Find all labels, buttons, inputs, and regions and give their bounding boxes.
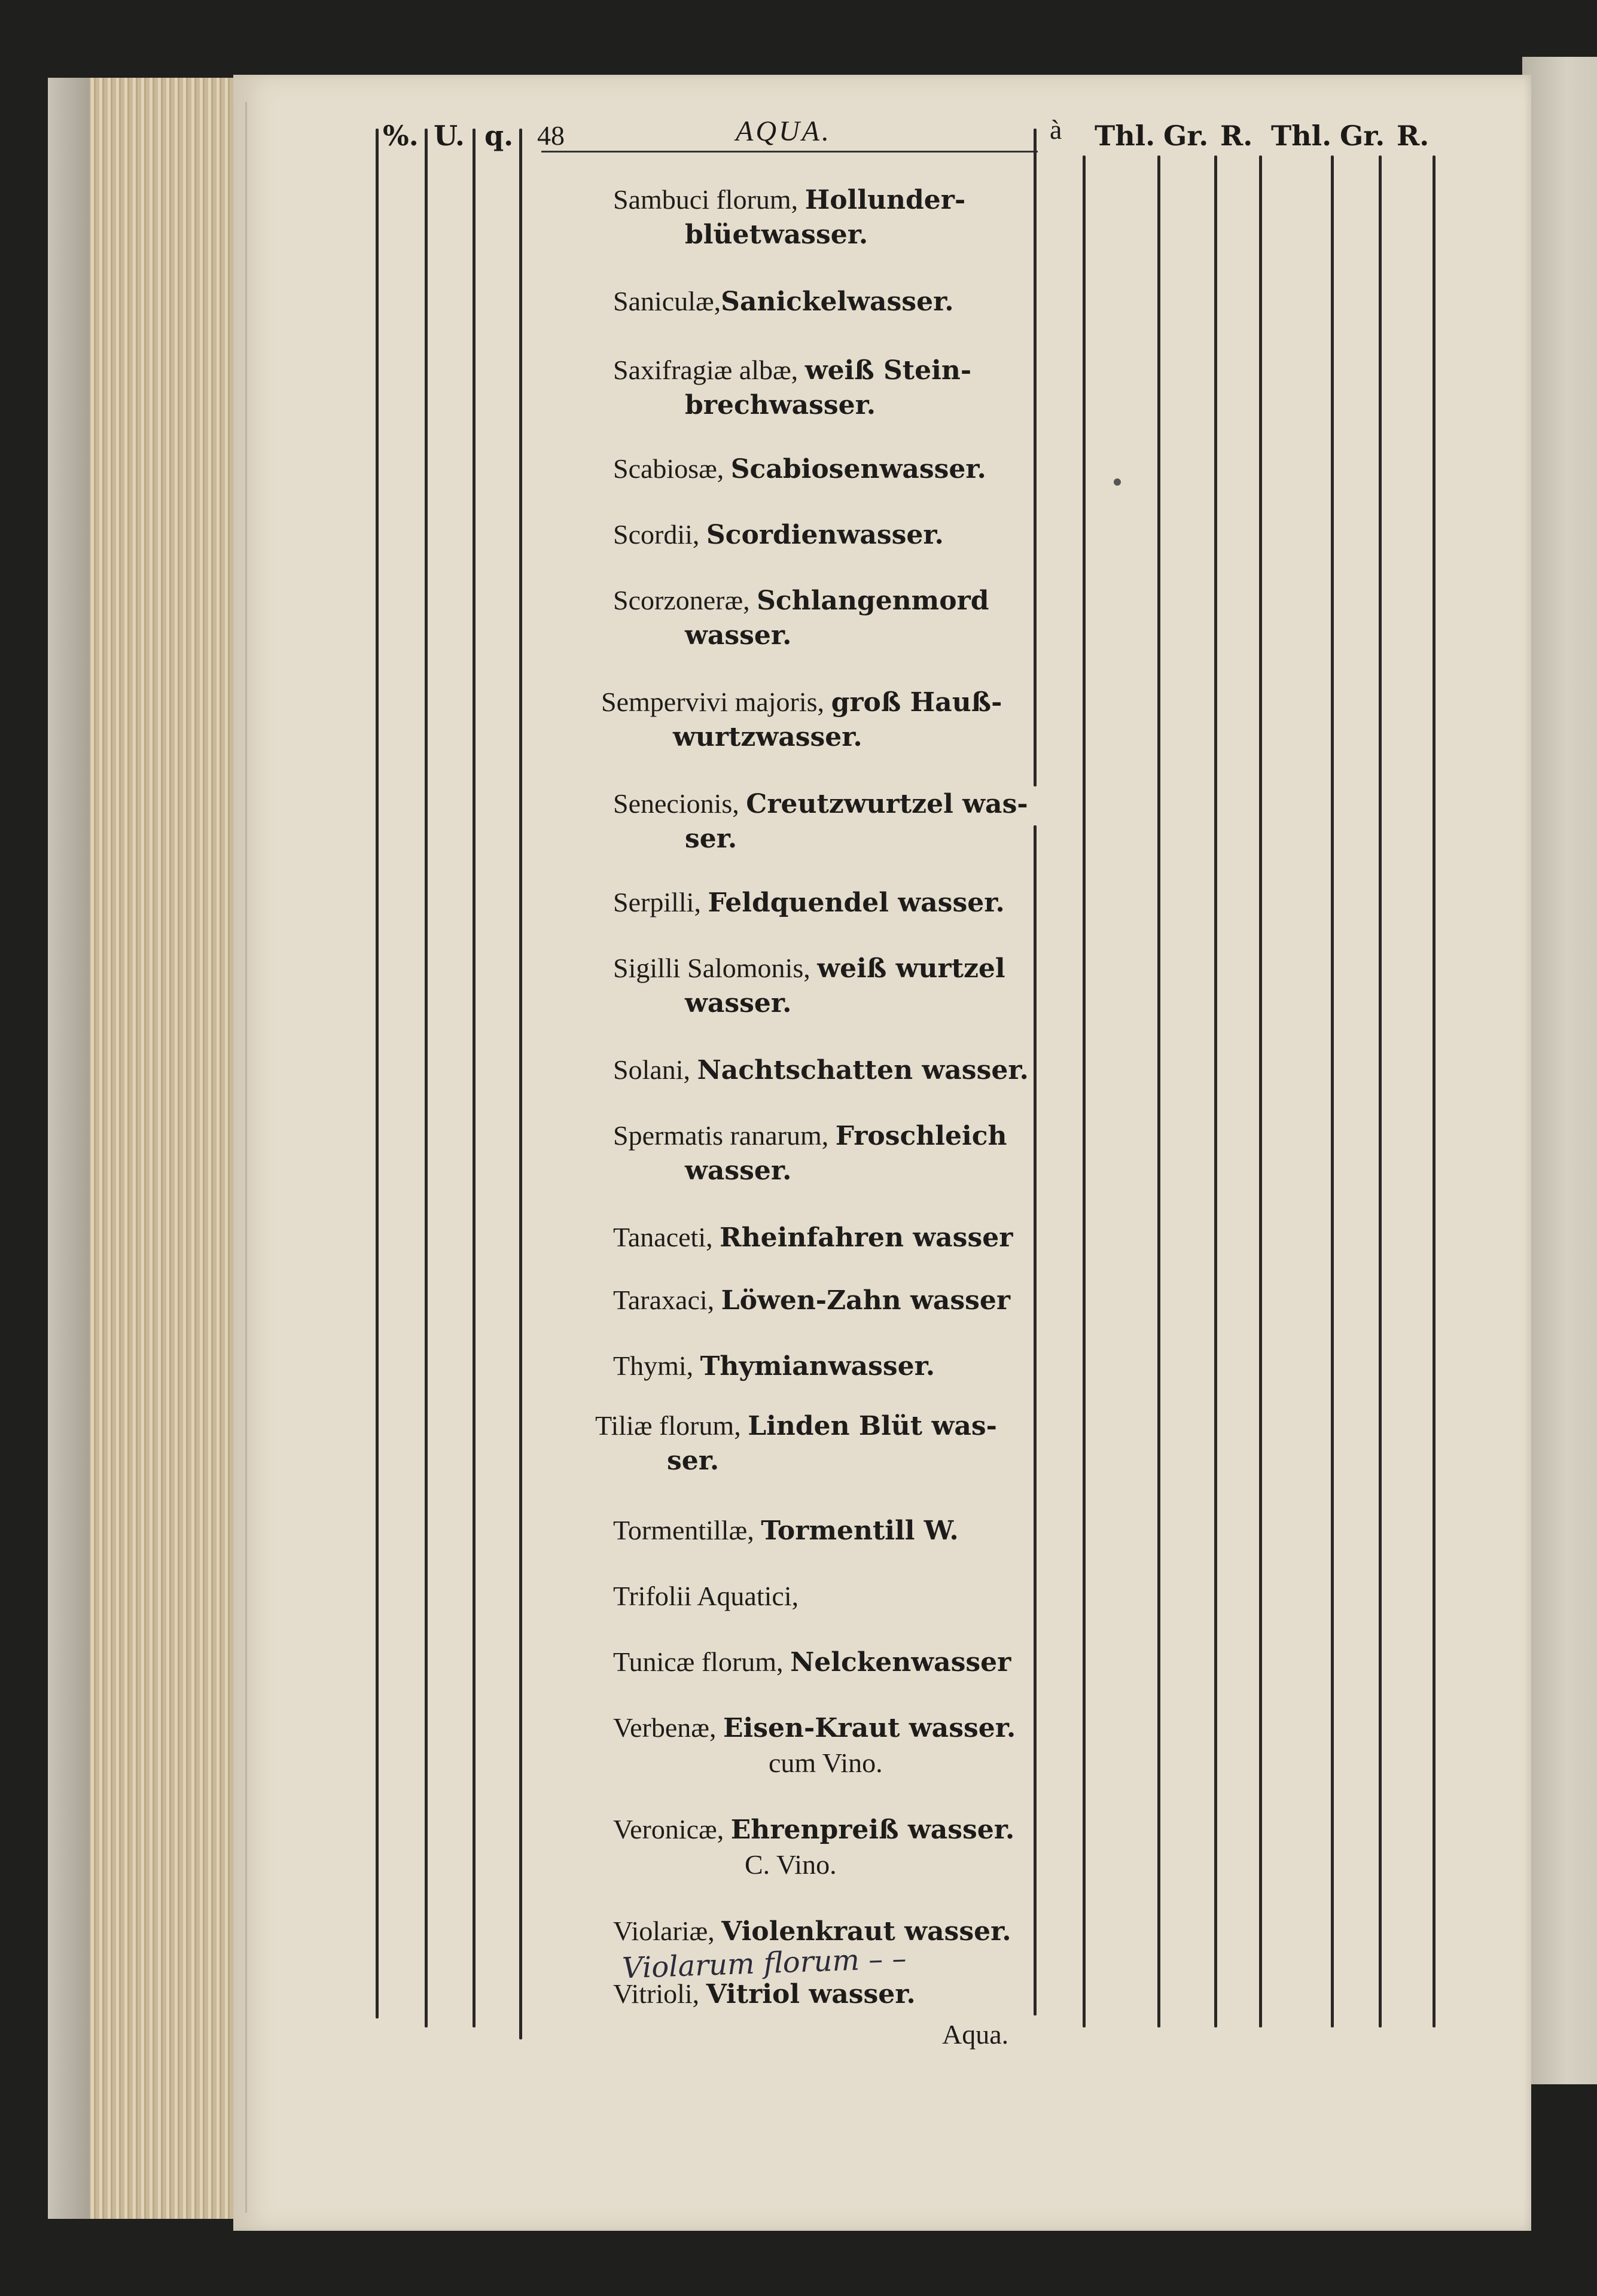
list-item: Tunicæ florum, Nelckenwasser bbox=[613, 1646, 1011, 1678]
rule-line bbox=[473, 129, 476, 2027]
list-item: Tiliæ florum, Linden Blüt was- ser. bbox=[595, 1410, 997, 1476]
header-col-2: U. bbox=[434, 120, 465, 152]
list-item: Scorzoneræ, Schlangenmord wasser. bbox=[613, 585, 989, 651]
list-item: Sambuci florum, Hollunder- blüetwasser. bbox=[613, 184, 966, 250]
list-item: Scabiosæ, Scabiosenwasser. bbox=[613, 453, 986, 484]
list-item: Sigilli Salomonis, weiß wurtzel wasser. bbox=[613, 953, 1005, 1019]
handwritten-note: Violarum florum – – bbox=[621, 1941, 907, 1986]
list-item: Saniculæ,Sanickelwasser. bbox=[613, 286, 954, 317]
list-item: Thymi, Thymianwasser. bbox=[613, 1350, 935, 1382]
header-thaler-2: Thl. bbox=[1271, 120, 1332, 152]
facing-page-edge bbox=[1522, 57, 1597, 2084]
header-groschen-1: Gr. bbox=[1163, 120, 1209, 152]
ink-dot bbox=[1114, 478, 1121, 486]
header-col-1: %. bbox=[383, 120, 419, 152]
list-item: Taraxaci, Löwen-Zahn wasser bbox=[613, 1285, 1011, 1316]
price-marker: à bbox=[1050, 114, 1062, 145]
rule-line bbox=[1083, 155, 1086, 2027]
book-cover-edge bbox=[48, 78, 90, 2219]
rule-line bbox=[1331, 155, 1334, 2027]
header-thaler-1: Thl. bbox=[1095, 120, 1156, 152]
list-item: Sempervivi majoris, groß Hauß- wurtzwasser. bbox=[601, 687, 1002, 752]
rule-line bbox=[519, 129, 522, 2039]
header-col-3: q. bbox=[484, 120, 514, 152]
header-reichstaler-2: R. bbox=[1397, 120, 1430, 152]
rule-line bbox=[1433, 155, 1436, 2027]
list-item: Verbenæ, Eisen-Kraut wasser. cum Vino. bbox=[613, 1712, 1016, 1778]
rule-line bbox=[1214, 155, 1217, 2027]
rule-line bbox=[1157, 155, 1160, 2027]
header-reichstaler-1: R. bbox=[1220, 120, 1253, 152]
rule-line bbox=[1034, 129, 1037, 786]
rule-line bbox=[1034, 825, 1037, 2016]
list-item: Vitrioli, Vitriol wasser. bbox=[613, 1978, 916, 2010]
list-item: Senecionis, Creutzwurtzel was- ser. bbox=[613, 788, 1028, 854]
list-item: Veronicæ, Ehrenpreiß wasser. C. Vino. bbox=[613, 1814, 1015, 1880]
title-rule bbox=[541, 151, 1038, 153]
list-item: Tanaceti, Rheinfahren wasser bbox=[613, 1222, 1013, 1253]
catchword: Aqua. bbox=[942, 2019, 1009, 2050]
list-item: Trifolii Aquatici, bbox=[613, 1581, 799, 1611]
rule-line bbox=[376, 129, 379, 2018]
list-item: Serpilli, Feldquendel wasser. bbox=[613, 887, 1005, 918]
rule-line bbox=[425, 129, 428, 2027]
list-item: Violariæ, Violenkraut wasser. bbox=[613, 1916, 1011, 1947]
list-item: Tormentillæ, Tormentill W. bbox=[613, 1515, 959, 1546]
header-groschen-2: Gr. bbox=[1340, 120, 1385, 152]
page-number: 48 bbox=[537, 120, 565, 151]
gutter-line bbox=[245, 102, 247, 2213]
list-item: Solani, Nachtschatten wasser. bbox=[613, 1054, 1029, 1086]
list-item: Spermatis ranarum, Froschleich wasser. bbox=[613, 1120, 1007, 1186]
page-title: AQUA. bbox=[736, 115, 831, 147]
list-item: Scordii, Scordienwasser. bbox=[613, 519, 944, 550]
list-item: Saxifragiæ albæ, weiß Stein- brechwasser. bbox=[613, 355, 972, 420]
rule-line bbox=[1379, 155, 1382, 2027]
rule-line bbox=[1259, 155, 1262, 2027]
